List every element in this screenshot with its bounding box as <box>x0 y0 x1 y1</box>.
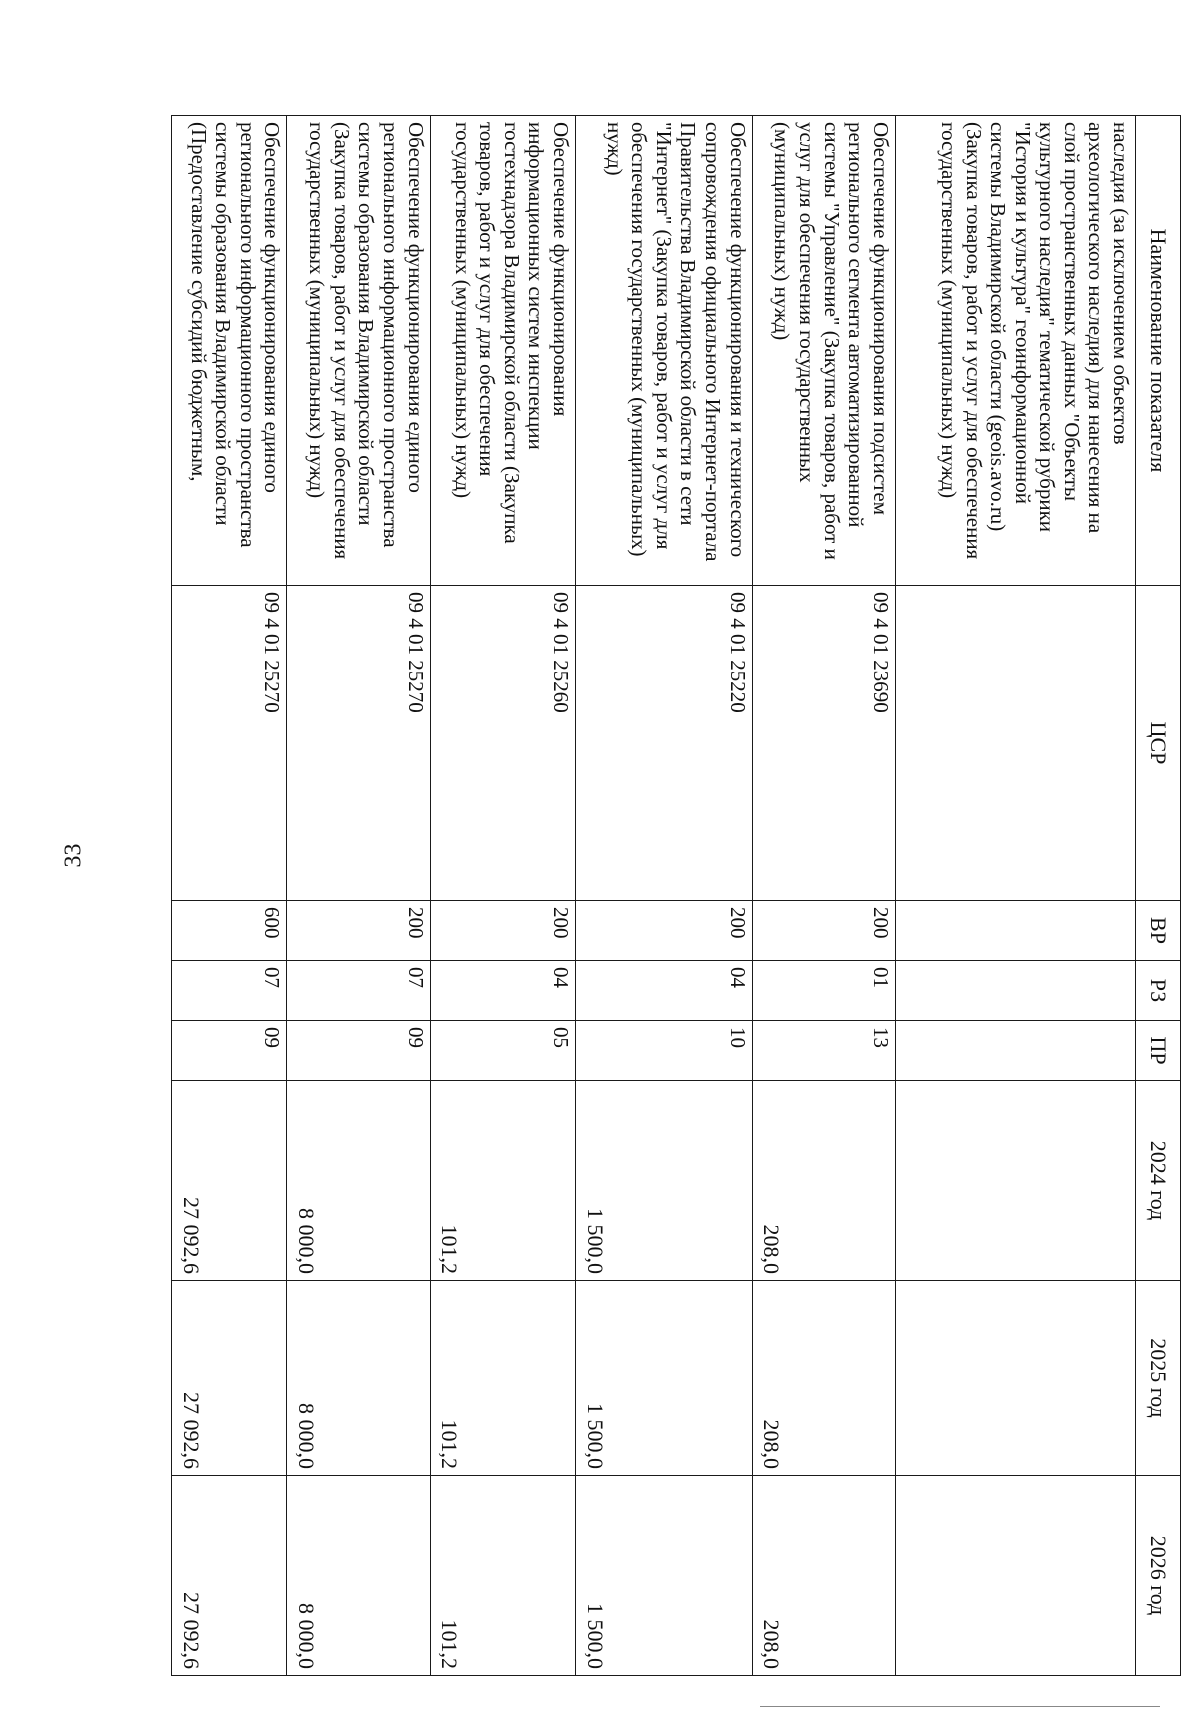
cell-vr: 200 <box>430 901 575 961</box>
cell-vr: 200 <box>752 901 895 961</box>
cell-csr: 09 4 01 25270 <box>172 586 287 901</box>
cell-csr: 09 4 01 23690 <box>752 586 895 901</box>
cell-csr <box>895 586 1135 901</box>
cell-rz: 01 <box>752 961 895 1021</box>
cell-2025: 27 092,6 <box>172 1281 287 1476</box>
cell-2026: 27 092,6 <box>172 1476 287 1676</box>
cell-name: Обеспечение функционирования единого регионального информационного пространства системы образования Владимирской области (Предоставление субсидий бюджетным, <box>172 116 287 586</box>
cell-csr: 09 4 01 25220 <box>575 586 752 901</box>
cell-rz: 04 <box>430 961 575 1021</box>
table-row <box>287 116 430 1676</box>
header-2026: 2026 год <box>1136 1476 1181 1676</box>
cell-2026: 8 000,0 <box>287 1476 430 1676</box>
table-row <box>430 116 575 1676</box>
cell-name: Обеспечение функционирования и технического сопровождения официального Интернет-портала Правительства Владимирской области в сети "Интернет" (Закупка товаров, работ и услуг для обеспечения государственных (муниципальных) нужд) <box>575 116 752 586</box>
cell-2026 <box>895 1476 1135 1676</box>
cell-pr: 13 <box>752 1021 895 1081</box>
header-2024: 2024 год <box>1136 1081 1181 1281</box>
header-name: Наименование показателя <box>1136 116 1181 586</box>
cell-name: Обеспечение функционирования единого регионального информационного пространства системы образования Владимирской области (Закупка товаров, работ и услуг для обеспечения государственных (муниципальных) нужд) <box>287 116 430 586</box>
budget-table <box>171 115 1181 1676</box>
header-pr: ПР <box>1136 1021 1181 1081</box>
cell-vr <box>895 901 1135 961</box>
cell-2026: 208,0 <box>752 1476 895 1676</box>
cell-2024: 208,0 <box>752 1081 895 1281</box>
cell-rz: 07 <box>287 961 430 1021</box>
cell-2024: 8 000,0 <box>287 1081 430 1281</box>
header-csr: ЦСР <box>1136 586 1181 901</box>
cell-csr: 09 4 01 25270 <box>287 586 430 901</box>
cell-pr: 09 <box>172 1021 287 1081</box>
header-2025: 2025 год <box>1136 1281 1181 1476</box>
cell-pr: 05 <box>430 1021 575 1081</box>
header-rz: РЗ <box>1136 961 1181 1021</box>
cell-2024 <box>895 1081 1135 1281</box>
cell-pr: 10 <box>575 1021 752 1081</box>
cell-rz: 04 <box>575 961 752 1021</box>
cell-2025: 101,2 <box>430 1281 575 1476</box>
budget-table-container <box>171 115 1181 1675</box>
cell-2024: 27 092,6 <box>172 1081 287 1281</box>
cell-pr <box>895 1021 1135 1081</box>
cell-2024: 1 500,0 <box>575 1081 752 1281</box>
cell-rz: 07 <box>172 961 287 1021</box>
scan-edge-line <box>760 1706 1160 1707</box>
cell-name: Обеспечение функционирования информационных систем инспекции гостехнадзора Владимирской области (Закупка товаров, работ и услуг для обеспечения государственных (муниципальных) нужд) <box>430 116 575 586</box>
table-row <box>895 116 1135 1676</box>
cell-pr: 09 <box>287 1021 430 1081</box>
table-row <box>172 116 287 1676</box>
cell-2025 <box>895 1281 1135 1476</box>
cell-rz <box>895 961 1135 1021</box>
page-number: 33 <box>60 843 87 868</box>
cell-2026: 101,2 <box>430 1476 575 1676</box>
cell-2026: 1 500,0 <box>575 1476 752 1676</box>
cell-2025: 8 000,0 <box>287 1281 430 1476</box>
table-row <box>752 116 895 1676</box>
cell-csr: 09 4 01 25260 <box>430 586 575 901</box>
table-header-row <box>1136 116 1181 1676</box>
cell-vr: 600 <box>172 901 287 961</box>
header-vr: ВР <box>1136 901 1181 961</box>
cell-vr: 200 <box>287 901 430 961</box>
cell-2024: 101,2 <box>430 1081 575 1281</box>
cell-vr: 200 <box>575 901 752 961</box>
cell-2025: 208,0 <box>752 1281 895 1476</box>
cell-name: наследия (за исключением объектов археологического наследия) для нанесения на слой пространственных данных "Объекты культурного наследия" тематической рубрики "История и культура" геоинформационной системы Владимирской области (geois.avo.ru) (Закупка товаров, работ и услуг для обеспечения государственных (муниципальных) нужд) <box>895 116 1135 586</box>
cell-name: Обеспечение функционирования подсистем регионального сегмента автоматизированной системы "Управление" (Закупка товаров, работ и услуг для обеспечения государственных (муниципальных) нужд) <box>752 116 895 586</box>
cell-2025: 1 500,0 <box>575 1281 752 1476</box>
table-row <box>575 116 752 1676</box>
